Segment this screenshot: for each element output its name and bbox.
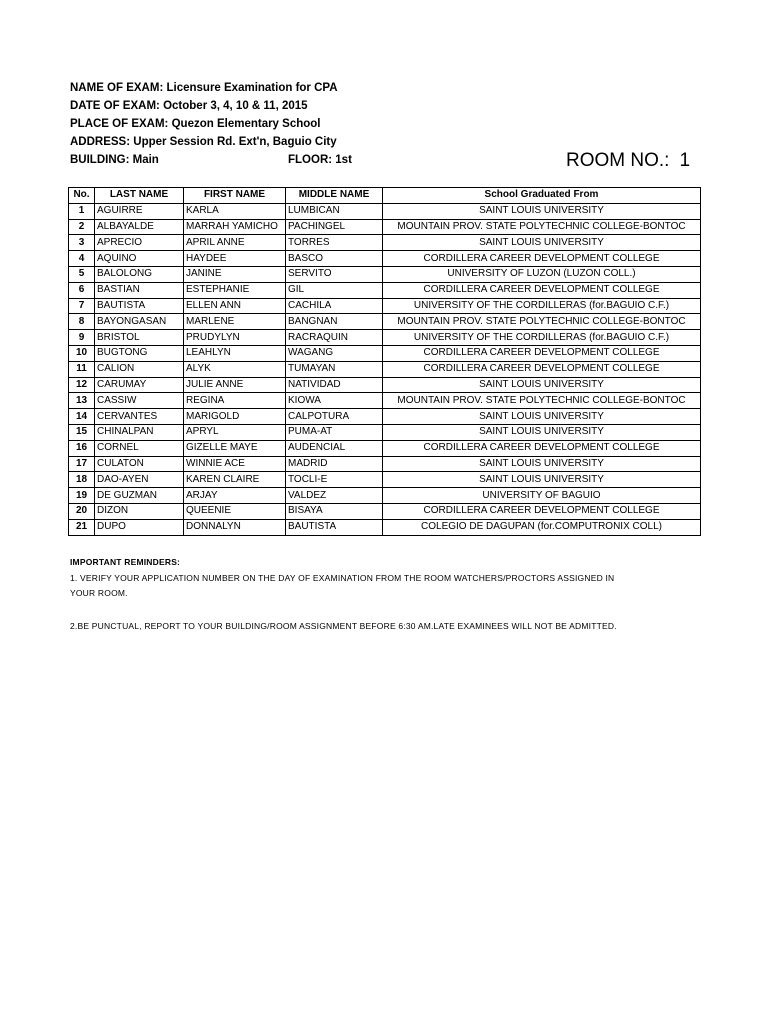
first-name-cell: QUEENIE: [184, 503, 286, 519]
col-header-no: No.: [69, 188, 95, 204]
school-name-cell: MOUNTAIN PROV. STATE POLYTECHNIC COLLEGE-BONTOC: [383, 219, 701, 235]
last-name-cell: DE GUZMAN: [95, 488, 184, 504]
school-name-cell: UNIVERSITY OF THE CORDILLERAS (for.BAGUIO C.F.): [383, 298, 701, 314]
col-header-school: School Graduated From: [383, 188, 701, 204]
first-name-cell: ARJAY: [184, 488, 286, 504]
middle-name-cell: BASCO: [286, 251, 383, 267]
first-name-cell: LEAHLYN: [184, 345, 286, 361]
row-number-cell: 1: [69, 203, 95, 219]
last-name-cell: CALION: [95, 361, 184, 377]
room-value: 1: [679, 150, 691, 171]
school-name-cell: SAINT LOUIS UNIVERSITY: [383, 203, 701, 219]
reminder-1-continued: YOUR ROOM.: [70, 588, 128, 598]
col-header-middle-name: MIDDLE NAME: [286, 188, 383, 204]
middle-name-cell: CACHILA: [286, 298, 383, 314]
floor-label: FLOOR:: [288, 154, 333, 166]
middle-name-cell: PUMA-AT: [286, 424, 383, 440]
last-name-cell: CULATON: [95, 456, 184, 472]
last-name-cell: DAO-AYEN: [95, 472, 184, 488]
last-name-cell: BUGTONG: [95, 345, 184, 361]
school-name-cell: SAINT LOUIS UNIVERSITY: [383, 409, 701, 425]
table-row: [69, 314, 701, 330]
school-name-cell: SAINT LOUIS UNIVERSITY: [383, 456, 701, 472]
building-value: Main: [132, 154, 159, 166]
table-row: [69, 409, 701, 425]
first-name-cell: APRIL ANNE: [184, 235, 286, 251]
first-name-cell: MARIGOLD: [184, 409, 286, 425]
building-label: BUILDING:: [70, 154, 130, 166]
first-name-cell: KARLA: [184, 203, 286, 219]
middle-name-cell: GIL: [286, 282, 383, 298]
middle-name-cell: NATIVIDAD: [286, 377, 383, 393]
table-row: [69, 345, 701, 361]
row-number-cell: 6: [69, 282, 95, 298]
last-name-cell: AGUIRRE: [95, 203, 184, 219]
school-name-cell: SAINT LOUIS UNIVERSITY: [383, 472, 701, 488]
school-name-cell: CORDILLERA CAREER DEVELOPMENT COLLEGE: [383, 345, 701, 361]
exam-place-value: Quezon Elementary School: [171, 118, 321, 130]
row-number-cell: 12: [69, 377, 95, 393]
first-name-cell: MARLENE: [184, 314, 286, 330]
last-name-cell: CHINALPAN: [95, 424, 184, 440]
examinee-table: [68, 187, 701, 536]
row-number-cell: 13: [69, 393, 95, 409]
last-name-cell: CORNEL: [95, 440, 184, 456]
school-name-cell: CORDILLERA CAREER DEVELOPMENT COLLEGE: [383, 440, 701, 456]
row-number-cell: 15: [69, 424, 95, 440]
middle-name-cell: PACHINGEL: [286, 219, 383, 235]
col-header-first-name: FIRST NAME: [184, 188, 286, 204]
exam-name-line: [70, 81, 338, 95]
row-number-cell: 20: [69, 503, 95, 519]
room-label: ROOM NO.:: [566, 150, 670, 171]
table-row: [69, 298, 701, 314]
last-name-cell: DUPO: [95, 519, 184, 535]
first-name-cell: PRUDYLYN: [184, 330, 286, 346]
last-name-cell: APRECIO: [95, 235, 184, 251]
middle-name-cell: BAUTISTA: [286, 519, 383, 535]
middle-name-cell: BANGNAN: [286, 314, 383, 330]
table-row: [69, 519, 701, 535]
school-name-cell: CORDILLERA CAREER DEVELOPMENT COLLEGE: [383, 503, 701, 519]
exam-address-line: [70, 135, 337, 149]
row-number-cell: 14: [69, 409, 95, 425]
school-name-cell: CORDILLERA CAREER DEVELOPMENT COLLEGE: [383, 282, 701, 298]
table-row: [69, 488, 701, 504]
middle-name-cell: VALDEZ: [286, 488, 383, 504]
middle-name-cell: WAGANG: [286, 345, 383, 361]
reminder-1: 1. VERIFY YOUR APPLICATION NUMBER ON THE DAY OF EXAMINATION FROM THE ROOM WATCHERS/PROCTORS ASSIGNED IN: [70, 573, 615, 583]
first-name-cell: REGINA: [184, 393, 286, 409]
school-name-cell: MOUNTAIN PROV. STATE POLYTECHNIC COLLEGE-BONTOC: [383, 393, 701, 409]
row-number-cell: 4: [69, 251, 95, 267]
table-row: [69, 330, 701, 346]
row-number-cell: 11: [69, 361, 95, 377]
school-name-cell: CORDILLERA CAREER DEVELOPMENT COLLEGE: [383, 361, 701, 377]
first-name-cell: WINNIE ACE: [184, 456, 286, 472]
school-name-cell: SAINT LOUIS UNIVERSITY: [383, 235, 701, 251]
first-name-cell: GIZELLE MAYE: [184, 440, 286, 456]
table-row: [69, 456, 701, 472]
last-name-cell: BALOLONG: [95, 266, 184, 282]
row-number-cell: 3: [69, 235, 95, 251]
room-number: [566, 150, 690, 172]
last-name-cell: ALBAYALDE: [95, 219, 184, 235]
first-name-cell: KAREN CLAIRE: [184, 472, 286, 488]
exam-address-label: ADDRESS:: [70, 136, 131, 148]
exam-date-value: October 3, 4, 10 & 11, 2015: [163, 100, 308, 112]
table-row: [69, 472, 701, 488]
floor-line: [288, 153, 352, 167]
table-row: [69, 424, 701, 440]
last-name-cell: BRISTOL: [95, 330, 184, 346]
table-row: [69, 235, 701, 251]
school-name-cell: UNIVERSITY OF THE CORDILLERAS (for.BAGUIO C.F.): [383, 330, 701, 346]
table-row: [69, 361, 701, 377]
school-name-cell: CORDILLERA CAREER DEVELOPMENT COLLEGE: [383, 251, 701, 267]
row-number-cell: 9: [69, 330, 95, 346]
exam-place-label: PLACE OF EXAM:: [70, 118, 169, 130]
middle-name-cell: KIOWA: [286, 393, 383, 409]
row-number-cell: 17: [69, 456, 95, 472]
building-line: [70, 153, 159, 167]
exam-date-line: [70, 99, 308, 113]
last-name-cell: BASTIAN: [95, 282, 184, 298]
row-number-cell: 10: [69, 345, 95, 361]
first-name-cell: HAYDEE: [184, 251, 286, 267]
row-number-cell: 16: [69, 440, 95, 456]
last-name-cell: CERVANTES: [95, 409, 184, 425]
table-row: [69, 219, 701, 235]
last-name-cell: BAYONGASAN: [95, 314, 184, 330]
middle-name-cell: CALPOTURA: [286, 409, 383, 425]
table-row: [69, 266, 701, 282]
first-name-cell: JULIE ANNE: [184, 377, 286, 393]
school-name-cell: COLEGIO DE DAGUPAN (for.COMPUTRONIX COLL): [383, 519, 701, 535]
reminder-2: 2.BE PUNCTUAL, REPORT TO YOUR BUILDING/ROOM ASSIGNMENT BEFORE 6:30 AM.LATE EXAMINEES WILL NOT BE ADMITTED.: [70, 621, 617, 631]
col-header-last-name: LAST NAME: [95, 188, 184, 204]
floor-value: 1st: [335, 154, 352, 166]
table-header-row: [69, 188, 701, 204]
table-row: [69, 503, 701, 519]
exam-name-label: NAME OF EXAM:: [70, 82, 164, 94]
table-row: [69, 393, 701, 409]
middle-name-cell: TORRES: [286, 235, 383, 251]
row-number-cell: 21: [69, 519, 95, 535]
row-number-cell: 18: [69, 472, 95, 488]
school-name-cell: SAINT LOUIS UNIVERSITY: [383, 377, 701, 393]
table-row: [69, 282, 701, 298]
last-name-cell: CASSIW: [95, 393, 184, 409]
school-name-cell: UNIVERSITY OF BAGUIO: [383, 488, 701, 504]
reminders-title: IMPORTANT REMINDERS:: [70, 557, 181, 567]
first-name-cell: ESTEPHANIE: [184, 282, 286, 298]
middle-name-cell: SERVITO: [286, 266, 383, 282]
school-name-cell: SAINT LOUIS UNIVERSITY: [383, 424, 701, 440]
last-name-cell: CARUMAY: [95, 377, 184, 393]
table-row: [69, 251, 701, 267]
row-number-cell: 7: [69, 298, 95, 314]
exam-name-value: Licensure Examination for CPA: [166, 82, 338, 94]
middle-name-cell: TOCLI-E: [286, 472, 383, 488]
first-name-cell: MARRAH YAMICHO: [184, 219, 286, 235]
row-number-cell: 8: [69, 314, 95, 330]
table-row: [69, 203, 701, 219]
middle-name-cell: LUMBICAN: [286, 203, 383, 219]
first-name-cell: DONNALYN: [184, 519, 286, 535]
middle-name-cell: TUMAYAN: [286, 361, 383, 377]
row-number-cell: 19: [69, 488, 95, 504]
school-name-cell: UNIVERSITY OF LUZON (LUZON COLL.): [383, 266, 701, 282]
first-name-cell: ALYK: [184, 361, 286, 377]
last-name-cell: AQUINO: [95, 251, 184, 267]
middle-name-cell: MADRID: [286, 456, 383, 472]
middle-name-cell: BISAYA: [286, 503, 383, 519]
last-name-cell: BAUTISTA: [95, 298, 184, 314]
table-row: [69, 440, 701, 456]
row-number-cell: 5: [69, 266, 95, 282]
school-name-cell: MOUNTAIN PROV. STATE POLYTECHNIC COLLEGE-BONTOC: [383, 314, 701, 330]
table-row: [69, 377, 701, 393]
first-name-cell: JANINE: [184, 266, 286, 282]
exam-place-line: [70, 117, 321, 131]
first-name-cell: ELLEN ANN: [184, 298, 286, 314]
table-body: [69, 203, 701, 535]
exam-address-value: Upper Session Rd. Ext'n, Baguio City: [133, 136, 337, 148]
first-name-cell: APRYL: [184, 424, 286, 440]
row-number-cell: 2: [69, 219, 95, 235]
last-name-cell: DIZON: [95, 503, 184, 519]
middle-name-cell: RACRAQUIN: [286, 330, 383, 346]
exam-date-label: DATE OF EXAM:: [70, 100, 160, 112]
middle-name-cell: AUDENCIAL: [286, 440, 383, 456]
